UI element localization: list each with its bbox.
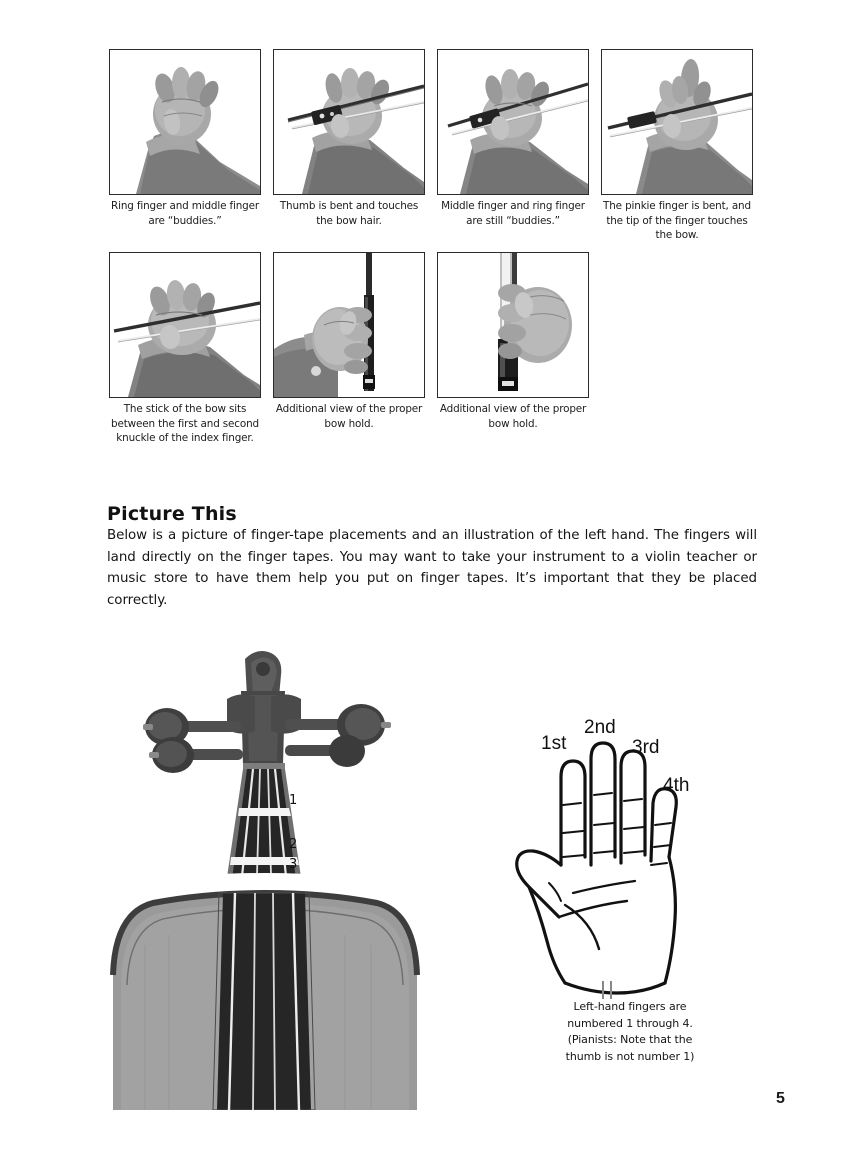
finger-label-4th: 4th [663,775,690,796]
page-number: 5 [776,1090,785,1107]
bow-hold-ring-middle-buddies-image [110,50,260,194]
violin-fingerboard-with-finger-tapes-image [105,645,435,1110]
hand-caption-line-3: (Pianists: Note that the [567,1033,693,1046]
photo-cell-2 [273,49,425,243]
finger-tape-label-3: 3 [289,857,298,872]
photo-cell-7 [437,252,589,446]
photo-frame-ring-middle-buddies [109,49,261,195]
photo-cell-1 [109,49,261,243]
photo-frame-pinkie-bent [601,49,753,195]
photo-caption-4: The pinkie finger is bent, and the tip of the finger touches the bow. [603,200,751,241]
photo-row-top [109,49,753,243]
photo-caption-3: Middle finger and ring finger are still “buddies.” [441,200,585,227]
photo-row-bottom [109,252,589,446]
hand-figure-caption [515,999,745,1065]
photo-cell-6 [273,252,425,446]
photo-frame-additional-view-1 [273,252,425,398]
photo-frame-additional-view-2 [437,252,589,398]
finger-label-2nd: 2nd [584,717,616,738]
photo-cell-3 [437,49,589,243]
photo-frame-thumb-bent [273,49,425,195]
photo-caption-5: The stick of the bow sits between the first and second knuckle of the index finger. [111,403,259,444]
photo-cell-4 [601,49,753,243]
hand-caption-line-1: Left-hand fingers are [573,1000,687,1013]
photo-cell-5 [109,252,261,446]
hand-caption-line-2: numbered 1 through 4. [567,1016,693,1030]
violin-figure [105,645,435,1110]
finger-tape-1 [238,808,291,816]
finger-tape-label-1: 1 [289,793,298,808]
photo-caption-7: Additional view of the proper bow hold. [439,403,587,430]
section-heading-picture-this: Picture This [107,502,237,525]
bow-hold-additional-view-2-image [438,253,588,397]
finger-label-3rd: 3rd [632,737,660,758]
photo-caption-2: Thumb is bent and touches the bow hair. [279,200,419,227]
photo-frame-stick-knuckle [109,252,261,398]
hand-figure [495,705,755,1005]
bow-hold-pinkie-bent-image [602,50,752,194]
photo-caption-6: Additional view of the proper bow hold. [275,403,423,430]
finger-tape-label-2: 2 [289,837,298,852]
photo-caption-1: Ring finger and middle finger are “buddies.” [111,200,259,227]
bow-hold-middle-ring-buddies-image [438,50,588,194]
bow-hold-stick-knuckle-image [110,253,260,397]
section-body-text: Below is a picture of finger-tape placements and an illustration of the left hand. The fingers will land directly on the finger tapes. You may want to take your instrument to a violin teacher or music store to have them help you put on finger tapes. It’s important that they be placed correctly. [107,528,757,608]
finger-label-1st: 1st [541,733,567,754]
left-hand-finger-numbering-illustration-image [495,705,755,1005]
bow-hold-thumb-bent-image [274,50,424,194]
bow-hold-additional-view-1-image [274,253,424,397]
hand-caption-line-4: thumb is not number 1) [565,1049,695,1063]
photo-frame-middle-ring-buddies [437,49,589,195]
